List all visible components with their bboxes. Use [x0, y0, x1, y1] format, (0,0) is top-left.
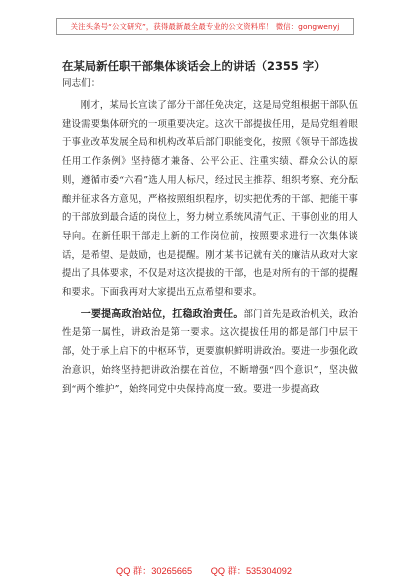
document-title: 在某局新任职干部集体谈话会上的讲话（2355 字） — [62, 59, 326, 73]
document-body — [62, 57, 358, 402]
paragraph-2 — [62, 306, 358, 400]
footer-qq-group-1: QQ 群：30265665 — [116, 566, 193, 576]
paragraph-1: 刚才，某局长宣读了部分干部任免决定，这是局党组根据干部队伍建设需要集体研究的一项重要决定。这次干部提拔任用，是局党组着眼于事业改革发展全局和机构改革后部门职能变化，按照《领导干部选拔任用工作条例》坚持德才兼备、公平公正、注重实绩、群众公认的原则，遵循市委“六看”选人用人标尺，经过民主推荐、组织考察、充分酝酿并征求各方意见，严格按照组织程序，切实把优秀的干部、把能干事的干部放到最合适的岗位上，努力树立系统风清气正、干事创业的用人导向。在新任职干部走上新的工作岗位前，按照要求进行一次集体谈话，是希望、是鼓励，也是提醒。刚才某书记就有关的廉洁从政对大家提出了具体要求，不仅是对这次提拔的干部，也是对所有的干部的提醒和要求。下面我再对大家提出五点希望和要求。 — [62, 100, 358, 299]
header-banner — [56, 18, 354, 35]
banner-text: 关注头条号“公文研究”，获得最新最全最专业的公文资料库！ 微信：gongwenyj — [70, 22, 340, 31]
paragraph-2-lead: 一要提高政治站位，扛稳政治责任。 — [80, 308, 244, 320]
footer-contact — [0, 563, 408, 577]
salutation: 同志们： — [62, 78, 101, 89]
paragraph-2-body: 部门首先是政治机关，政治性是第一属性，讲政治是第一要求。这次提拔任用的都是部门中层干部，处于承上启下的中枢环节，更要旗帜鲜明讲政治。要进一步强化政治意识，始终坚持把讲政治摆在首位，不断增强“四个意识”，坚决做到“两个维护”，始终同党中央保持高度一致。要进一步提高政 — [62, 308, 358, 395]
footer-qq-group-2: QQ 群：535304092 — [210, 566, 292, 576]
